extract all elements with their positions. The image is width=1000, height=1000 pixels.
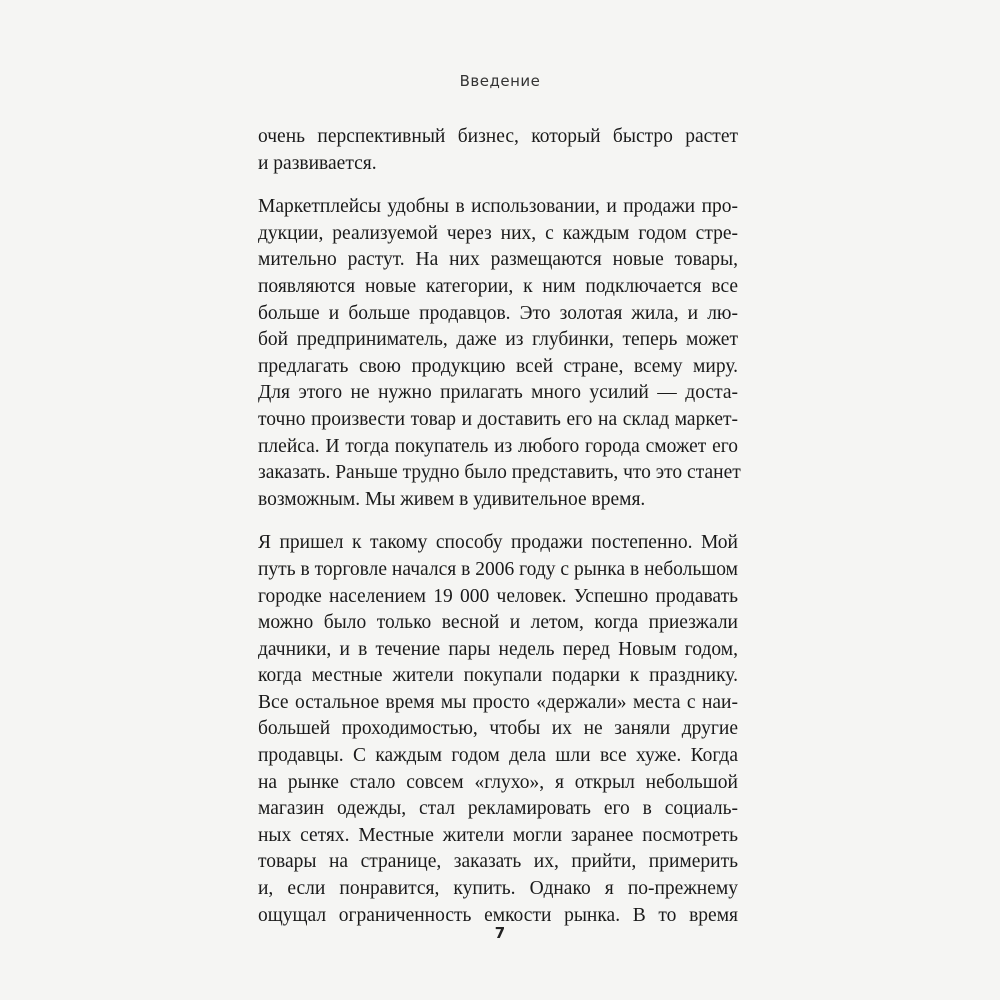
- text-line: дачники, и в течение пары недель перед Новым годом,: [258, 638, 738, 660]
- text-line: бой предприниматель, даже из глубинки, теперь может: [258, 329, 738, 351]
- text-line: и, если понравится, купить. Однако я по-прежнему: [258, 878, 738, 900]
- text-line: магазин одежды, стал рекламировать его в социаль-: [258, 798, 738, 820]
- text-line: больше и больше продавцов. Это золотая жила, и лю-: [258, 302, 738, 324]
- text-line: путь в торговле начался в 2006 году с рынка в небольшом: [258, 558, 738, 580]
- text-line: точно произвести товар и доставить его на склад маркет-: [258, 408, 738, 430]
- text-line: возможным. Мы живем в удивительное время.: [258, 488, 646, 510]
- text-line: Маркетплейсы удобны в использовании, и продажи про-: [258, 196, 738, 218]
- text-line: и развивается.: [258, 152, 377, 174]
- text-line: мительно растут. На них размещаются новые товары,: [258, 249, 738, 271]
- text-line: заказать. Раньше трудно было представить, что это станет: [258, 462, 741, 484]
- paragraph: [258, 124, 738, 177]
- text-line: Я пришел к такому способу продажи постепенно. Мой: [258, 532, 738, 554]
- page-number: 7: [494, 924, 506, 942]
- paragraph: [258, 194, 741, 513]
- text-line: ощущал ограниченность емкости рынка. В то время: [258, 904, 738, 926]
- text-line: появляются новые категории, к ним подключается все: [258, 275, 738, 297]
- text-line: на рынке стало совсем «глухо», я открыл небольшой: [258, 771, 738, 793]
- paragraph: [258, 530, 738, 929]
- running-head: Введение: [459, 72, 541, 90]
- text-line: предлагать свою продукцию всей стране, всему миру.: [258, 355, 738, 377]
- text-line: ных сетях. Местные жители могли заранее посмотреть: [258, 824, 738, 846]
- text-line: продавцы. С каждым годом дела шли все хуже. Когда: [258, 745, 738, 767]
- text-line: дукции, реализуемой через них, с каждым годом стре-: [258, 222, 738, 244]
- text-line: когда местные жители покупали подарки к празднику.: [258, 665, 738, 687]
- text-line: большей проходимостью, чтобы их не заняли другие: [258, 718, 738, 740]
- text-line: можно было только весной и летом, когда приезжали: [258, 612, 738, 634]
- text-line: городке населением 19 000 человек. Успешно продавать: [258, 585, 738, 607]
- text-line: Все остальное время мы просто «держали» места с наи-: [258, 691, 738, 713]
- text-line: Для этого не нужно прилагать много усилий — доста-: [258, 382, 738, 404]
- text-line: товары на странице, заказать их, прийти, примерить: [258, 851, 738, 873]
- body-text: [258, 124, 741, 946]
- text-line: очень перспективный бизнес, который быстро растет: [258, 126, 738, 147]
- text-line: плейса. И тогда покупатель из любого города сможет его: [258, 435, 738, 457]
